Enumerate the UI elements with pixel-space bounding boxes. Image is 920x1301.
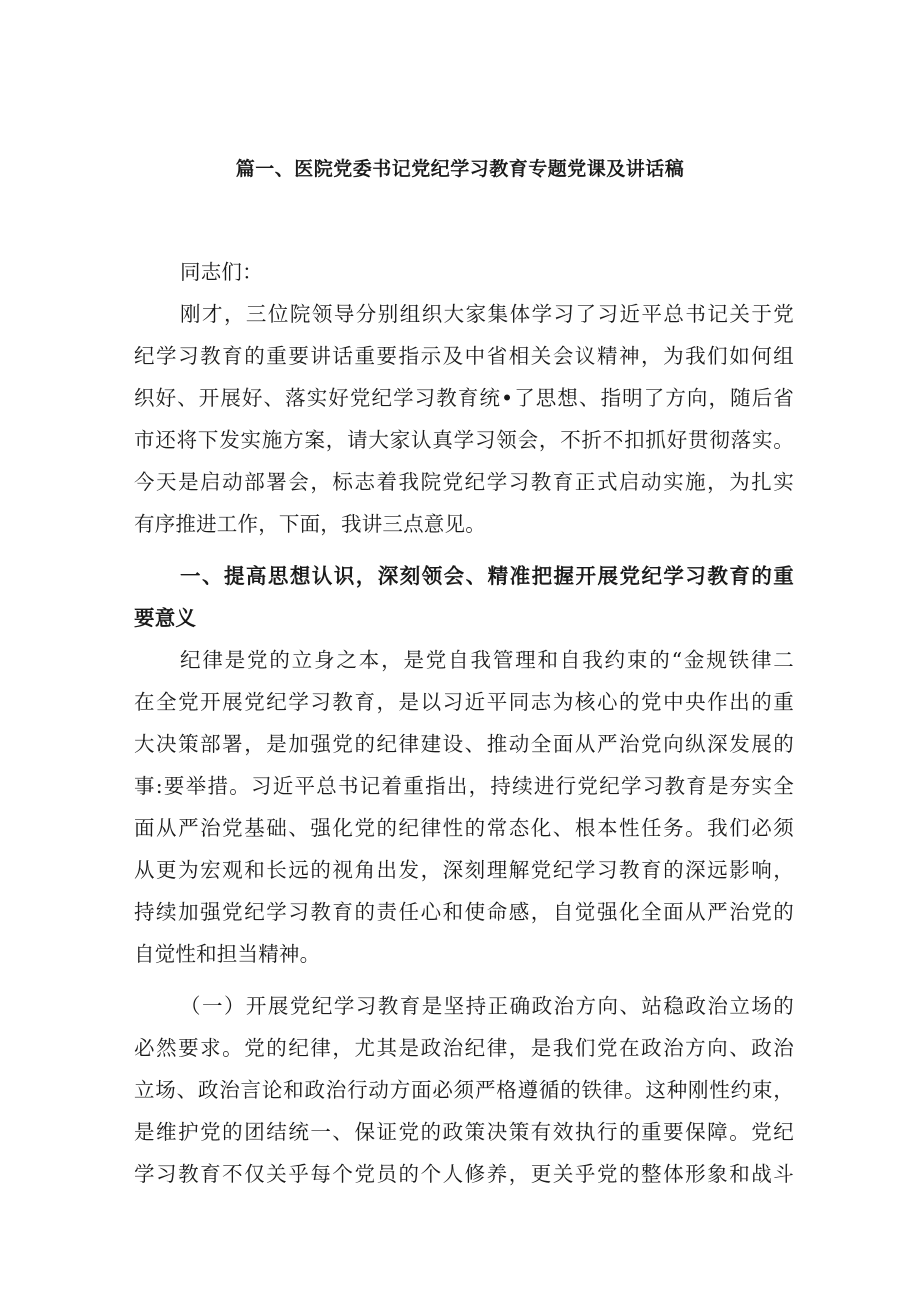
intro-line: 刚才，三位院领导分别组织大家集体学习了习近平总书记关于党 bbox=[180, 302, 794, 326]
subsection-one-line: 是维护党的团结统一、保证党的政策决策有效执行的重要保障。党纪 bbox=[134, 1120, 794, 1144]
greeting: 同志们： bbox=[180, 260, 263, 284]
intro-line: 纪学习教育的重要讲话重要指示及中省相关会议精神，为我们如何组 bbox=[134, 344, 794, 368]
subsection-one-line: 必然要求。党的纪律，尤其是政治纪律，是我们党在政治方向、政治 bbox=[134, 1036, 794, 1060]
section-one-line: 自觉性和担当精神。 bbox=[134, 942, 321, 966]
section-one-line: 事:要举措。习近平总书记着重指出，持续进行党纪学习教育是夯实全 bbox=[134, 774, 794, 798]
intro-line: 市还将下发实施方案，请大家认真学习领会，不折不扣抓好贯彻落实。 bbox=[134, 428, 794, 452]
intro-line: 今天是启动部署会，标志着我院党纪学习教育正式启动实施，为扎实 bbox=[134, 470, 794, 494]
intro-line: 有序推进工作，下面，我讲三点意见。 bbox=[134, 512, 486, 536]
subsection-one-line: （一）开展党纪学习教育是坚持正确政治方向、站稳政治立场的 bbox=[180, 994, 794, 1018]
section-one-line: 面从严治党基础、强化党的纪律性的常态化、根本性任务。我们必须 bbox=[134, 816, 794, 840]
section-one-line: 大决策部署，是加强党的纪律建设、推动全面从严治党向纵深发展的 bbox=[134, 732, 794, 756]
section-heading: 一、提高思想认识，深刻领会、精准把握开展党纪学习教育的重 bbox=[180, 564, 794, 588]
intro-line: 织好、开展好、落实好党纪学习教育统•了思想、指明了方向，随后省 bbox=[134, 386, 794, 410]
section-one-line: 从更为宏观和长远的视角出发，深刻理解党纪学习教育的深远影响， bbox=[134, 858, 794, 882]
section-one-line: 纪律是党的立身之本，是党自我管理和自我约束的“金规铁律二 bbox=[180, 648, 794, 672]
document-title: 篇一、医院党委书记党纪学习教育专题党课及讲话稿 bbox=[235, 158, 685, 180]
subsection-one-line: 学习教育不仅关乎每个党员的个人修养，更关乎党的整体形象和战斗 bbox=[134, 1162, 794, 1186]
section-heading: 要意义 bbox=[134, 606, 197, 630]
section-one-line: 持续加强党纪学习教育的责任心和使命感，自觉强化全面从严治党的 bbox=[134, 900, 794, 924]
section-one-line: 在全党开展党纪学习教育，是以习近平同志为核心的党中央作出的重 bbox=[134, 690, 794, 714]
subsection-one-line: 立场、政治言论和政治行动方面必须严格遵循的铁律。这种刚性约束， bbox=[134, 1078, 794, 1102]
